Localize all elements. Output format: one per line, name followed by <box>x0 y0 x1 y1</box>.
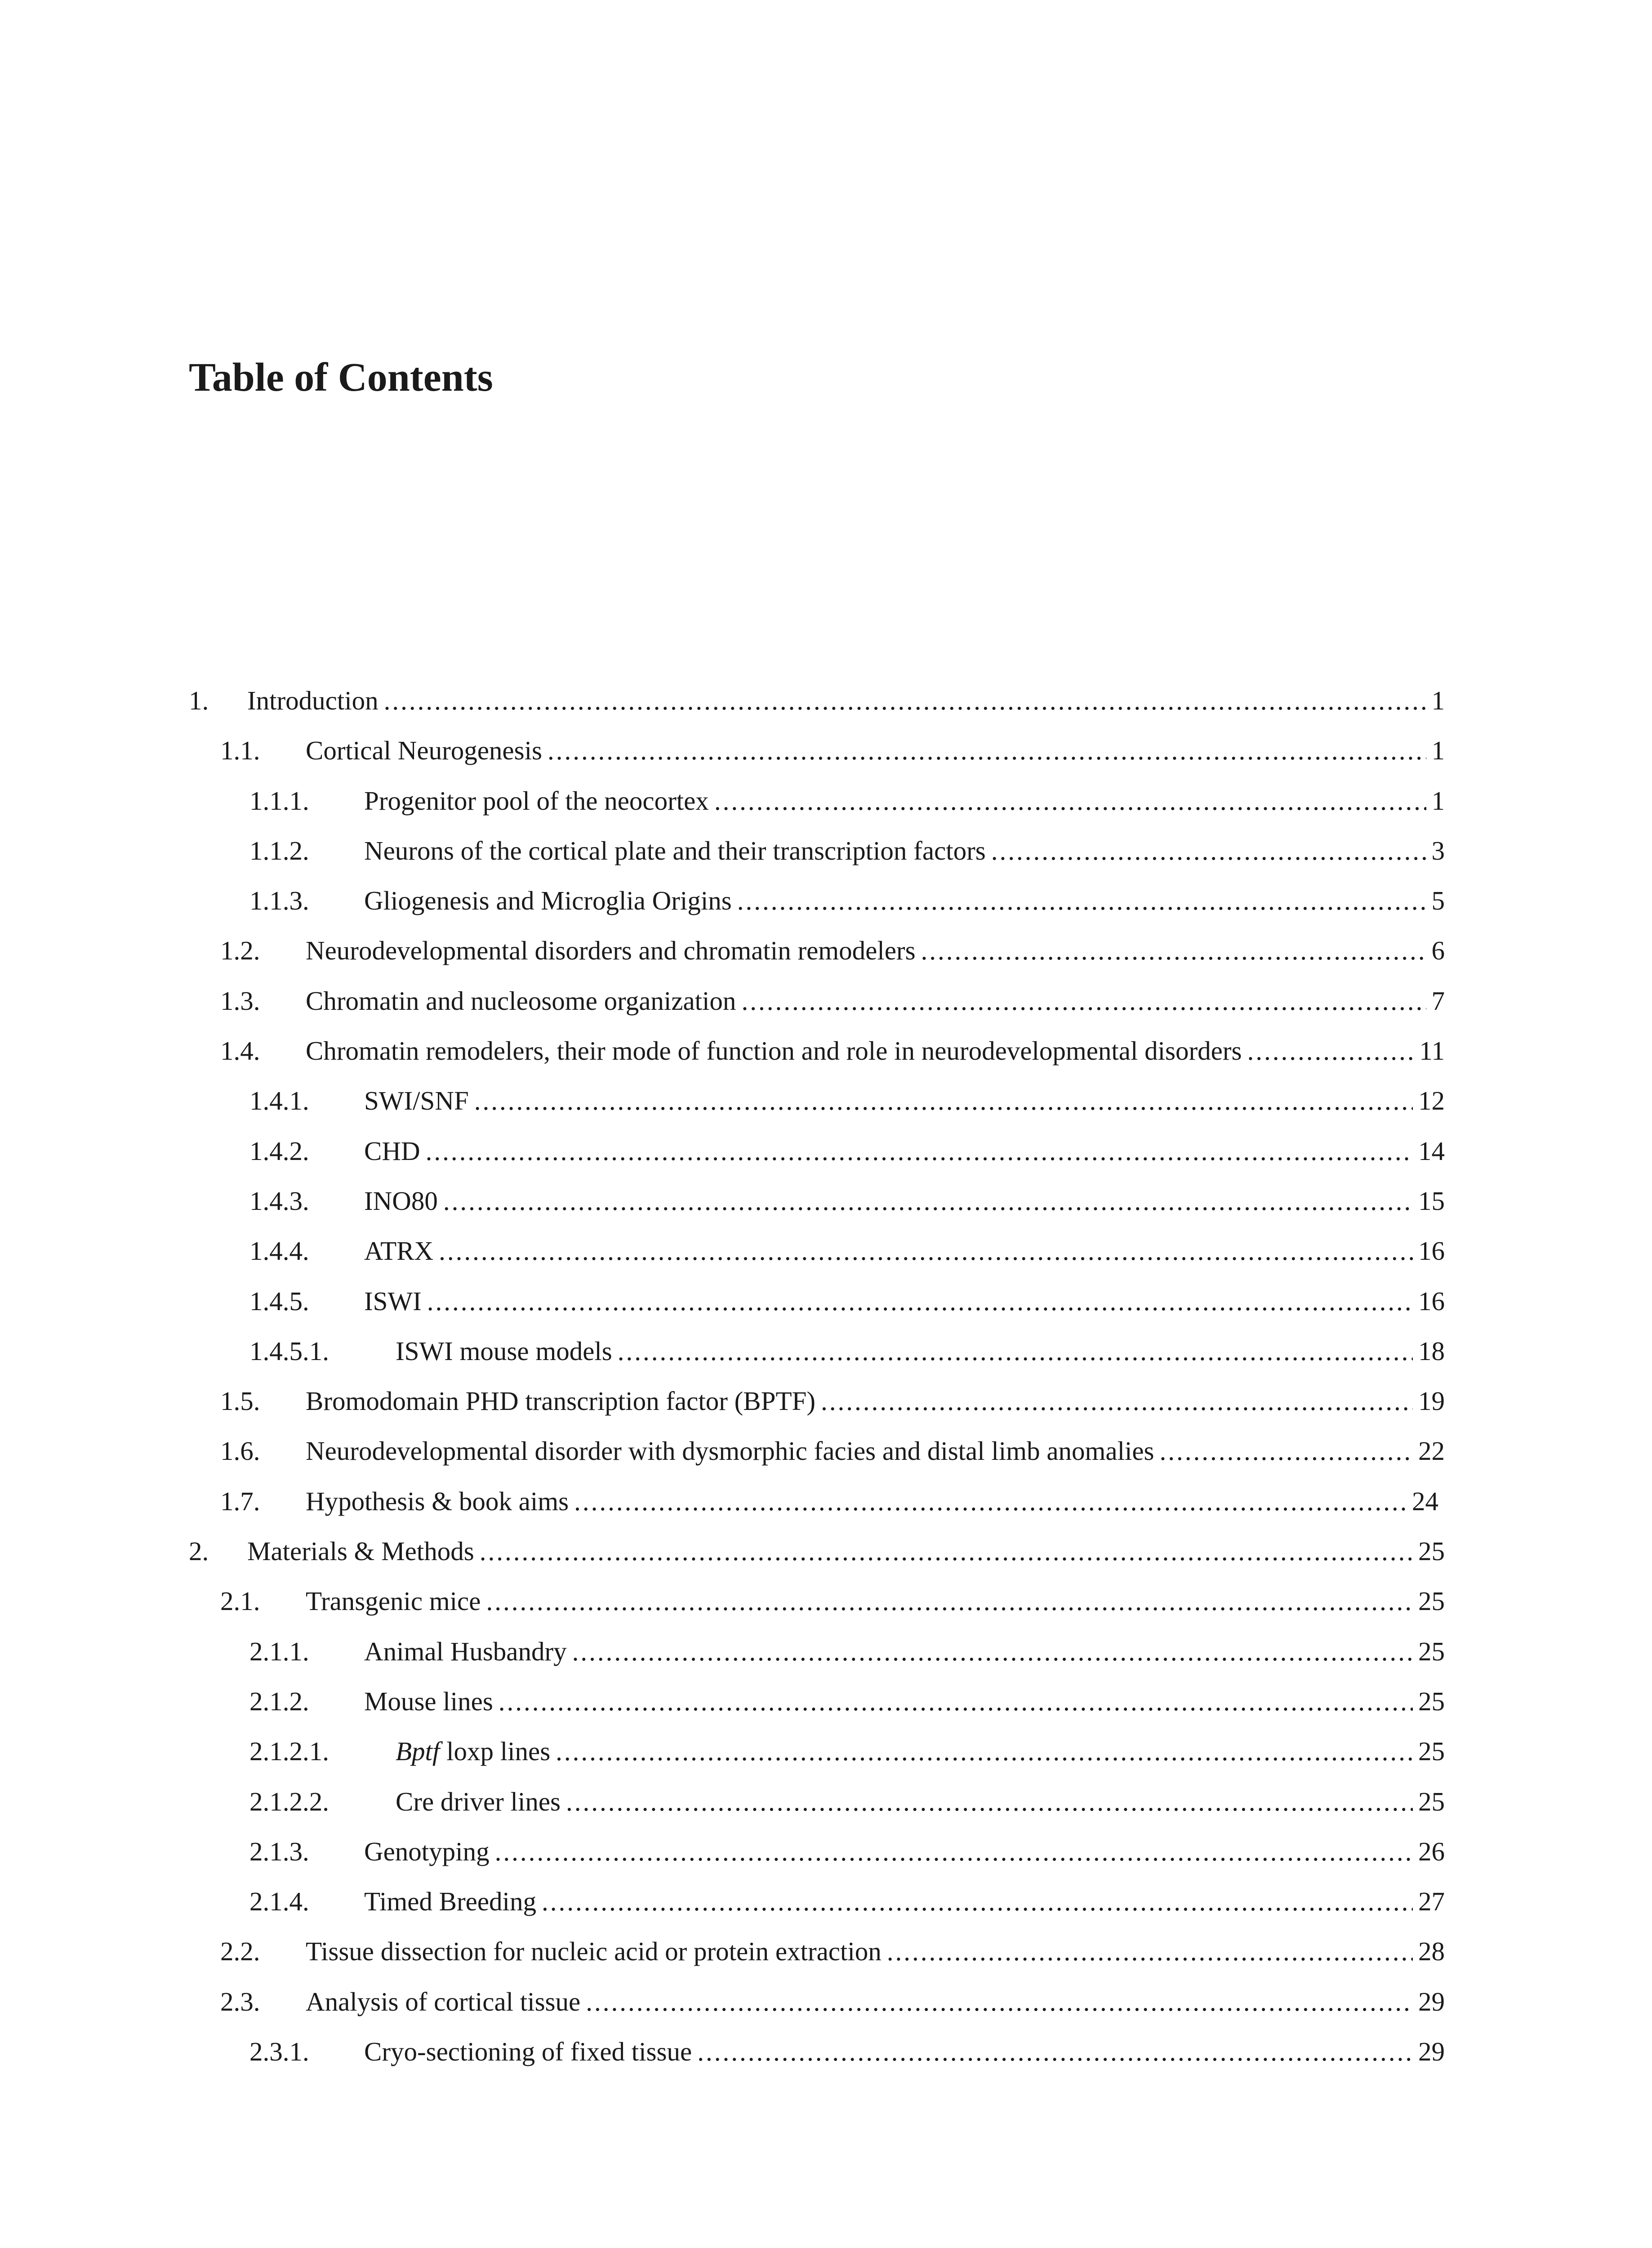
toc-entry-number: 1.1. <box>220 736 260 766</box>
toc-entry-page: 25 <box>1418 1786 1445 1816</box>
toc-entry-page: 12 <box>1418 1086 1445 1116</box>
toc-entry-number: 2.1.4. <box>249 1887 309 1917</box>
toc-entry-title: Introduction <box>247 686 378 715</box>
toc-entry-page: 25 <box>1418 1636 1445 1666</box>
toc-entry-page: 19 <box>1418 1386 1445 1416</box>
toc-entry[interactable] <box>189 1877 1445 1927</box>
toc-dot-leader <box>499 1677 1413 1726</box>
toc-entry-page: 3 <box>1431 835 1445 865</box>
toc-dot-leader <box>1160 1426 1413 1476</box>
toc-entry-title: Mouse lines <box>364 1686 493 1716</box>
toc-entry[interactable] <box>189 1977 1445 2027</box>
toc-entry-title-rest: loxp lines <box>440 1736 551 1766</box>
toc-entry-page: 15 <box>1418 1186 1445 1216</box>
toc-entry[interactable] <box>189 1076 1445 1126</box>
toc-entry-number: 1.1.2. <box>249 835 309 865</box>
toc-entry-page: 14 <box>1418 1136 1445 1166</box>
toc-entry-page: 25 <box>1418 1586 1445 1616</box>
toc-entry-title: Tissue dissection for nucleic acid or protein extraction <box>306 1936 882 1967</box>
toc-entry-title: Bromodomain PHD transcription factor (BPTF) <box>306 1386 815 1416</box>
toc-entry[interactable] <box>189 1576 1445 1626</box>
toc-dot-leader <box>887 1927 1413 1976</box>
toc-entry[interactable] <box>189 1726 1445 1776</box>
toc-entry[interactable] <box>189 976 1445 1026</box>
toc-entry-title: CHD <box>364 1136 420 1166</box>
toc-entry[interactable] <box>189 1426 1445 1476</box>
toc-entry[interactable] <box>189 1326 1445 1376</box>
toc-entry-number: 2.1.2.1. <box>249 1736 329 1766</box>
toc-entry-number: 1.1.1. <box>249 785 309 816</box>
toc-entry[interactable] <box>189 1176 1445 1226</box>
toc-entry[interactable] <box>189 1126 1445 1176</box>
toc-entry-number: 2.1.2. <box>249 1686 309 1716</box>
toc-entry[interactable] <box>189 1376 1445 1426</box>
toc-dot-leader <box>821 1376 1413 1426</box>
toc-dot-leader <box>741 976 1426 1026</box>
toc-dot-leader <box>384 676 1426 726</box>
toc-entry-page: 1 <box>1431 686 1445 715</box>
toc-entry[interactable] <box>189 1627 1445 1677</box>
toc-entry[interactable] <box>189 876 1445 926</box>
toc-entry-number: 2.1.3. <box>249 1836 309 1866</box>
toc-dot-leader <box>548 726 1426 776</box>
toc-entry-title: Transgenic mice <box>306 1586 481 1616</box>
toc-dot-leader <box>443 1176 1413 1226</box>
toc-entry-title: Gliogenesis and Microglia Origins <box>364 886 732 916</box>
toc-entry-page: 28 <box>1418 1936 1445 1967</box>
toc-entry-title: ATRX <box>364 1236 434 1266</box>
toc-dot-leader <box>556 1726 1413 1776</box>
toc-entry-title <box>396 1726 550 1776</box>
toc-entry-number: 1.4.5. <box>249 1286 309 1316</box>
toc-entry-page: 25 <box>1418 1536 1445 1566</box>
toc-entry[interactable] <box>189 1677 1445 1726</box>
toc-entry-page: 29 <box>1418 1986 1445 2016</box>
toc-dot-leader <box>427 1276 1413 1326</box>
toc-entry-title: Analysis of cortical tissue <box>306 1986 581 2016</box>
toc-entry-number: 2.3.1. <box>249 2037 309 2067</box>
toc-entry-title: Materials & Methods <box>247 1536 474 1566</box>
toc-entry-page: 25 <box>1418 1686 1445 1716</box>
toc-entry-page: 6 <box>1431 936 1445 966</box>
toc-entry[interactable] <box>189 1777 1445 1827</box>
toc-entry-number: 2.1. <box>220 1586 260 1616</box>
toc-entry-title: INO80 <box>364 1186 438 1216</box>
toc-dot-leader <box>495 1827 1413 1877</box>
toc-dot-leader <box>426 1126 1413 1176</box>
toc-entry-number: 1.4.1. <box>249 1086 309 1116</box>
toc-entry[interactable] <box>189 1276 1445 1326</box>
toc-dot-leader <box>697 2027 1413 2077</box>
toc-entry-title: SWI/SNF <box>364 1086 469 1116</box>
toc-dot-leader <box>921 926 1426 976</box>
toc-dot-leader <box>714 776 1426 826</box>
toc-entry-page: 26 <box>1418 1836 1445 1866</box>
toc-entry-title: ISWI <box>364 1286 422 1316</box>
toc-dot-leader <box>439 1226 1413 1276</box>
toc-entry-number: 1.4.2. <box>249 1136 309 1166</box>
toc-entry-title: Hypothesis & book aims <box>306 1486 569 1516</box>
toc-list <box>189 676 1445 2077</box>
toc-entry-title: Chromatin and nucleosome organization <box>306 986 736 1016</box>
toc-entry-title: Cryo-sectioning of fixed tissue <box>364 2037 692 2067</box>
toc-entry-number: 2. <box>189 1536 209 1566</box>
toc-entry-title: Chromatin remodelers, their mode of function and role in neurodevelopmental disorders <box>306 1036 1242 1066</box>
toc-entry[interactable] <box>189 676 1445 726</box>
toc-entry-number: 2.1.1. <box>249 1636 309 1666</box>
toc-entry[interactable] <box>189 776 1445 826</box>
toc-entry-number: 1.3. <box>220 986 260 1016</box>
toc-entry-page: 25 <box>1418 1736 1445 1766</box>
toc-dot-leader <box>991 826 1426 876</box>
toc-entry-page: 27 <box>1418 1887 1445 1917</box>
toc-entry-page: 16 <box>1418 1236 1445 1266</box>
toc-entry-title: Progenitor pool of the neocortex <box>364 785 709 816</box>
toc-entry-number: 2.2. <box>220 1936 260 1967</box>
toc-dot-leader <box>737 876 1426 926</box>
toc-entry-title: Neurodevelopmental disorder with dysmorphic facies and distal limb anomalies <box>306 1436 1154 1466</box>
toc-entry-page: 1 <box>1431 785 1445 816</box>
toc-entry-title: Neurons of the cortical plate and their transcription factors <box>364 835 986 865</box>
gene-name-italic: Bptf <box>396 1736 440 1766</box>
toc-entry-page: 24 <box>1412 1486 1438 1516</box>
toc-entry[interactable] <box>189 1026 1445 1076</box>
toc-dot-leader <box>586 1977 1413 2027</box>
toc-entry-page: 5 <box>1431 886 1445 916</box>
toc-entry-number: 1.1.3. <box>249 886 309 916</box>
toc-entry-page: 1 <box>1431 736 1445 766</box>
toc-entry-title: ISWI mouse models <box>396 1336 612 1366</box>
toc-entry-number: 1.4.4. <box>249 1236 309 1266</box>
toc-entry-number: 1.4. <box>220 1036 260 1066</box>
toc-entry-page: 7 <box>1431 986 1445 1016</box>
toc-entry[interactable] <box>189 2027 1445 2077</box>
toc-entry-title: Cre driver lines <box>396 1786 561 1816</box>
toc-entry-number: 1.5. <box>220 1386 260 1416</box>
toc-entry[interactable] <box>189 726 1445 776</box>
toc-entry-page: 16 <box>1418 1286 1445 1316</box>
toc-dot-leader <box>480 1526 1413 1576</box>
toc-entry-number: 2.3. <box>220 1986 260 2016</box>
toc-dot-leader <box>542 1877 1413 1927</box>
toc-dot-leader <box>486 1576 1413 1626</box>
toc-entry[interactable] <box>189 926 1445 976</box>
toc-entry-page: 22 <box>1418 1436 1445 1466</box>
toc-entry-number: 1.6. <box>220 1436 260 1466</box>
toc-entry-number: 1.4.3. <box>249 1186 309 1216</box>
toc-entry[interactable] <box>189 826 1445 876</box>
toc-entry-title: Neurodevelopmental disorders and chromatin remodelers <box>306 936 916 966</box>
toc-entry[interactable] <box>189 1476 1445 1526</box>
toc-entry-title: Timed Breeding <box>364 1887 536 1917</box>
page-title: Table of Contents <box>189 355 493 400</box>
toc-dot-leader <box>474 1076 1413 1126</box>
toc-entry-number: 1.2. <box>220 936 260 966</box>
toc-entry-page: 18 <box>1418 1336 1445 1366</box>
toc-entry-number: 1.7. <box>220 1486 260 1516</box>
toc-entry-page: 29 <box>1418 2037 1445 2067</box>
toc-entry[interactable] <box>189 1526 1445 1576</box>
toc-entry-page: 11 <box>1419 1036 1445 1066</box>
toc-entry-number: 1.4.5.1. <box>249 1336 329 1366</box>
toc-entry[interactable] <box>189 1927 1445 1976</box>
toc-dot-leader <box>572 1627 1413 1677</box>
toc-entry-title: Animal Husbandry <box>364 1636 567 1666</box>
toc-entry[interactable] <box>189 1226 1445 1276</box>
toc-dot-leader <box>574 1476 1407 1526</box>
toc-dot-leader <box>618 1326 1413 1376</box>
toc-entry-number: 2.1.2.2. <box>249 1786 329 1816</box>
toc-entry-title: Genotyping <box>364 1836 490 1866</box>
toc-entry[interactable] <box>189 1827 1445 1877</box>
toc-dot-leader <box>1247 1026 1414 1076</box>
toc-entry-number: 1. <box>189 686 209 715</box>
toc-entry-title: Cortical Neurogenesis <box>306 736 542 766</box>
toc-dot-leader <box>566 1777 1413 1827</box>
